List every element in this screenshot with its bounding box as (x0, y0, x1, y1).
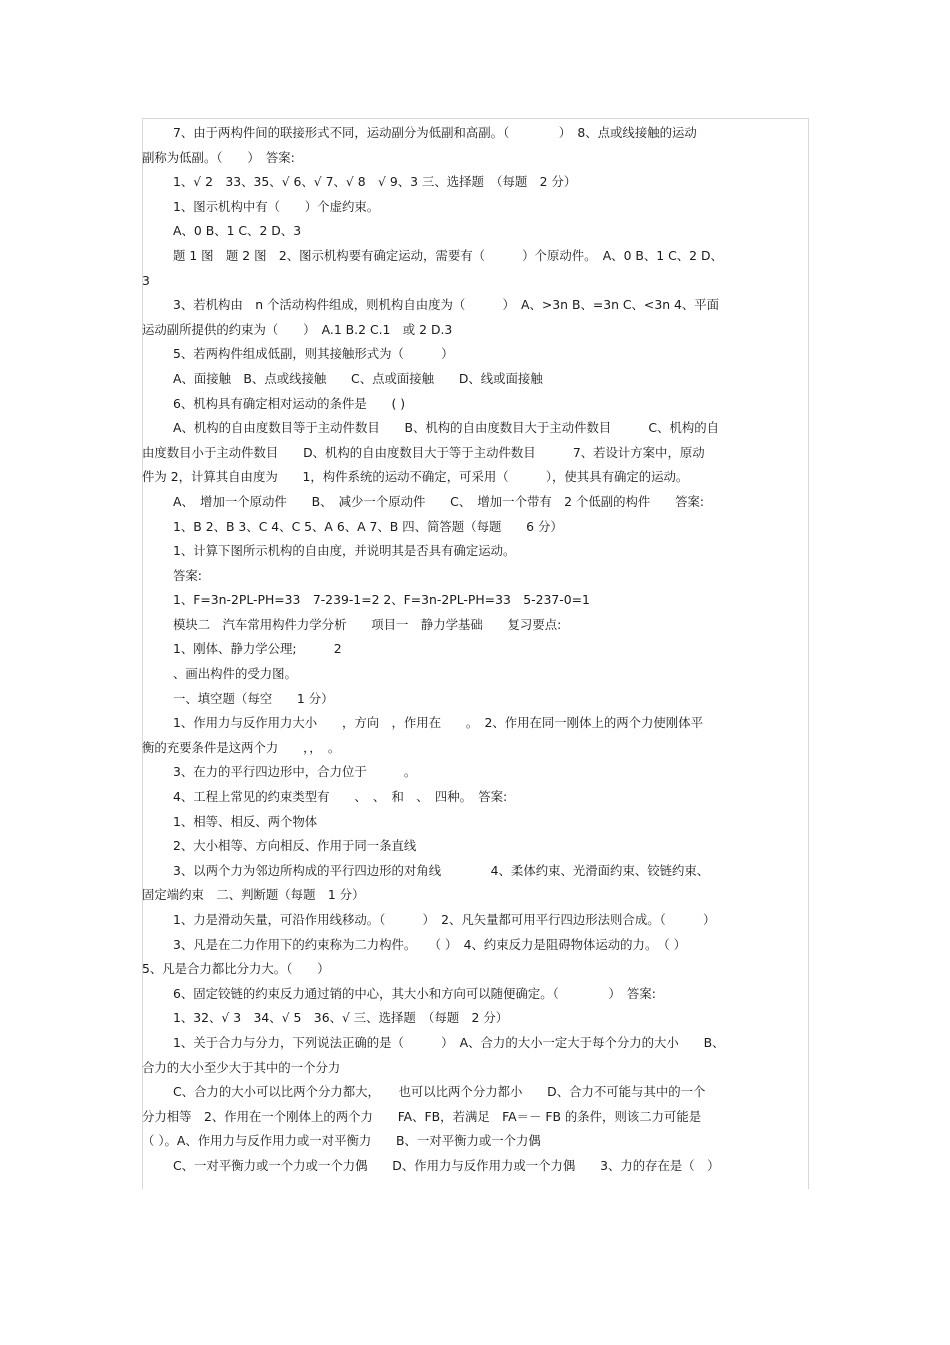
text-line: 一、填空题（每空 1 分） (173, 690, 334, 706)
text-line: 4、工程上常见的约束类型有 、 、 和 、 四种。 答案: (173, 789, 508, 805)
text-line: 3、在力的平行四边形中，合力位于 。 (173, 764, 417, 780)
text-line: 1、力是滑动矢量，可沿作用线移动。（ ） 2、凡矢量都可用平行四边形法则合成。（ ） (173, 912, 716, 927)
text-line: 固定端约束 二、判断题（每题 1 分） (142, 887, 365, 903)
text-line: 7、由于两构件间的联接形式不同，运动副分为低副和高副。（ ） 8、点或线接触的运动 (173, 125, 697, 140)
text-line: 5、凡是合力都比分力大。（ ） (142, 961, 330, 977)
text-line: 1、计算下图所示机构的自由度，并说明其是否具有确定运动。 (173, 543, 516, 559)
text-line: 3、以两个力为邻边所构成的平行四边形的对角线 4、柔体约束、光滑面约束、铰链约束、 (173, 862, 710, 878)
text-line: A、0 B、1 C、2 D、3 (173, 223, 302, 239)
text-line: 件为 2，计算其自由度为 1，构件系统的运动不确定，可采用（ ），使其具有确定的运动。 (142, 469, 689, 485)
text-line: （ ）。A、作用力与反作用力或一对平衡力 B、一对平衡力或一个力偶 (142, 1133, 541, 1149)
text-line: 3、若机构由 n 个活动构件组成，则机构自由度为（ ） A、>3n B、=3n C、<3n 4、平面 (173, 297, 720, 313)
text-line: 副称为低副。（ ） 答案: (142, 149, 295, 165)
text-line: 模块二 汽车常用构件力学分析 项目一 静力学基础 复习要点: (173, 616, 562, 632)
text-line: 运动副所提供的约束为（ ） A.1 B.2 C.1 或 2 D.3 (142, 321, 453, 337)
text-line: C、一对平衡力或一个力或一个力偶 D、作用力与反作用力或一个力偶 3、力的存在是（ ） (173, 1157, 720, 1173)
text-line: 、画出构件的受力图。 (173, 666, 297, 682)
text-line: 答案: (173, 567, 202, 583)
text-line: 1、作用力与反作用力大小 ，方向 ，作用在 。 2、作用在同一刚体上的两个力使刚体平 (173, 715, 703, 731)
text-line: 1、刚体、静力学公理; 2 (173, 641, 342, 657)
text-line: 3 (142, 272, 150, 288)
text-line: 1、F=3n-2PL-PH=33 7-239-1=2 2、F=3n-2PL-PH=33 5-237-0=1 (173, 592, 590, 608)
text-line: 1、相等、相反、两个物体 (173, 813, 318, 829)
document-body (142, 121, 806, 1179)
text-line: 1、√ 2 33、35、√ 6、√ 7、√ 8 √ 9、3 三、选择题 （每题 2 分） (173, 174, 577, 190)
text-line: 6、机构具有确定相对运动的条件是 ( ) (173, 395, 406, 411)
text-line: 合力的大小至少大于其中的一个分力 (142, 1059, 341, 1075)
text-line: 1、B 2、B 3、C 4、C 5、A 6、A 7、B 四、简答题（每题 6 分） (173, 518, 563, 534)
text-line: 6、固定铰链的约束反力通过销的中心，其大小和方向可以随便确定。（ ） 答案: (173, 985, 656, 1001)
text-line: A、机构的自由度数目等于主动件数目 B、机构的自由度数目大于主动件数目 C、机构的自 (173, 420, 720, 436)
text-line: 1、关于合力与分力，下列说法正确的是（ ） A、合力的大小一定大于每个分力的大小 B、 (173, 1034, 725, 1050)
text-line: 2、大小相等、方向相反、作用于同一条直线 (173, 838, 417, 854)
text-line: 题 1 图 题 2 图 2、图示机构要有确定运动，需要有（ ）个原动件。 A、0 B、1 C、2 D、 (173, 247, 723, 263)
text-line: 5、若两构件组成低副，则其接触形式为（ ） (173, 346, 454, 362)
text-line: C、合力的大小可以比两个分力都大， 也可以比两个分力都小 D、合力不可能与其中的一个 (173, 1084, 706, 1100)
text-line: 衡的充要条件是这两个力 ，， 。 (142, 739, 341, 755)
text-line: 分力相等 2、作用在一个刚体上的两个力 FA、FB，若满足 FA＝－ FB 的条件，则该二力可能是 (142, 1108, 702, 1124)
text-line: 1、图示机构中有（ ）个虚约束。 (173, 198, 380, 214)
text-line: 由度数目小于主动件数目 D、机构的自由度数目大于等于主动件数目 7、若设计方案中，原动 (142, 444, 705, 460)
text-line: A、 增加一个原动件 B、 减少一个原动件 C、 增加一个带有 2 个低副的构件 答案: (173, 493, 705, 509)
text-line: 3、凡是在二力作用下的约束称为二力构件。 （ ） 4、约束反力是阻碍物体运动的力。 （ ） (173, 936, 687, 952)
text-line: A、面接触 B、点或线接触 C、点或面接触 D、线或面接触 (173, 370, 543, 386)
text-line: 1、32、√ 3 34、√ 5 36、√ 三、选择题 （每题 2 分） (173, 1010, 509, 1026)
